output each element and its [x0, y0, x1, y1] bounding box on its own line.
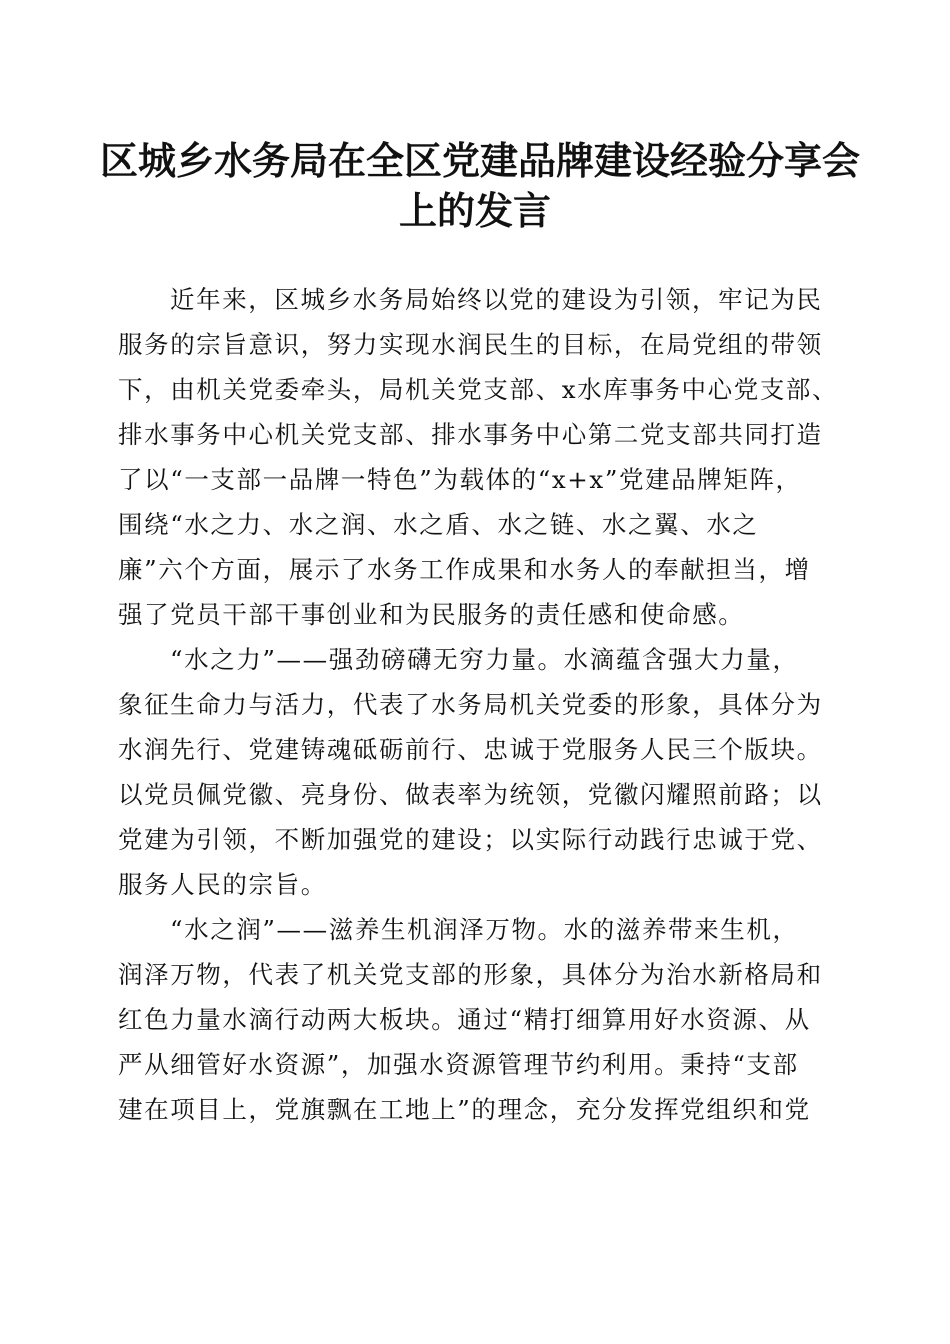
- text-line: 以党员佩党徽、亮身份、做表率为统领，党徽闪耀照前路；以: [118, 780, 823, 809]
- text-line: 下，由机关党委牵头，局机关党支部、x水库事务中心党支部、: [118, 375, 839, 404]
- title-line: 上的发言: [398, 188, 551, 233]
- text-line: 水润先行、党建铸魂砥砺前行、忠诚于党服务人民三个版块。: [118, 735, 823, 764]
- text-line: 严从细管好水资源”，加强水资源管理节约利用。秉持“支部: [118, 1050, 799, 1079]
- text-line: 建在项目上，党旗飘在工地上”的理念，充分发挥党组织和党: [118, 1095, 811, 1124]
- text-line: “水之力”——强劲磅礴无穷力量。水滴蕴含强大力量，: [170, 645, 799, 674]
- text-line: 廉”六个方面，展示了水务工作成果和水务人的奉献担当，增: [118, 555, 811, 584]
- text-line: “水之润”——滋养生机润泽万物。水的滋养带来生机，: [170, 915, 799, 944]
- paragraph-water-power: [118, 637, 830, 907]
- document-body: [118, 277, 839, 1132]
- paragraph-water-nourish: [118, 907, 830, 1132]
- text-line: 强了党员干部干事创业和为民服务的责任感和使命感。: [118, 600, 745, 629]
- text-line: 党建为引领，不断加强党的建设；以实际行动践行忠诚于党、: [118, 825, 823, 854]
- document-title: [100, 136, 861, 236]
- paragraph-intro: [118, 277, 839, 637]
- text-line: 润泽万物，代表了机关党支部的形象，具体分为治水新格局和: [118, 960, 823, 989]
- text-line: 围绕“水之力、水之润、水之盾、水之链、水之翼、水之: [118, 510, 759, 539]
- text-line: 红色力量水滴行动两大板块。通过“精打细算用好水资源、从: [118, 1005, 811, 1034]
- text-line: 服务人民的宗旨。: [118, 870, 327, 899]
- text-line: 了以“一支部一品牌一特色”为载体的“x+x”党建品牌矩阵，: [118, 465, 802, 494]
- text-line: 象征生命力与活力，代表了水务局机关党委的形象，具体分为: [118, 690, 823, 719]
- text-line: 排水事务中心机关党支部、排水事务中心第二党支部共同打造: [118, 420, 823, 449]
- title-line: 区城乡水务局在全区党建品牌建设经验分享会: [100, 138, 861, 183]
- text-line: 近年来，区城乡水务局始终以党的建设为引领，牢记为民: [170, 285, 823, 314]
- text-line: 服务的宗旨意识，努力实现水润民生的目标，在局党组的带领: [118, 330, 823, 359]
